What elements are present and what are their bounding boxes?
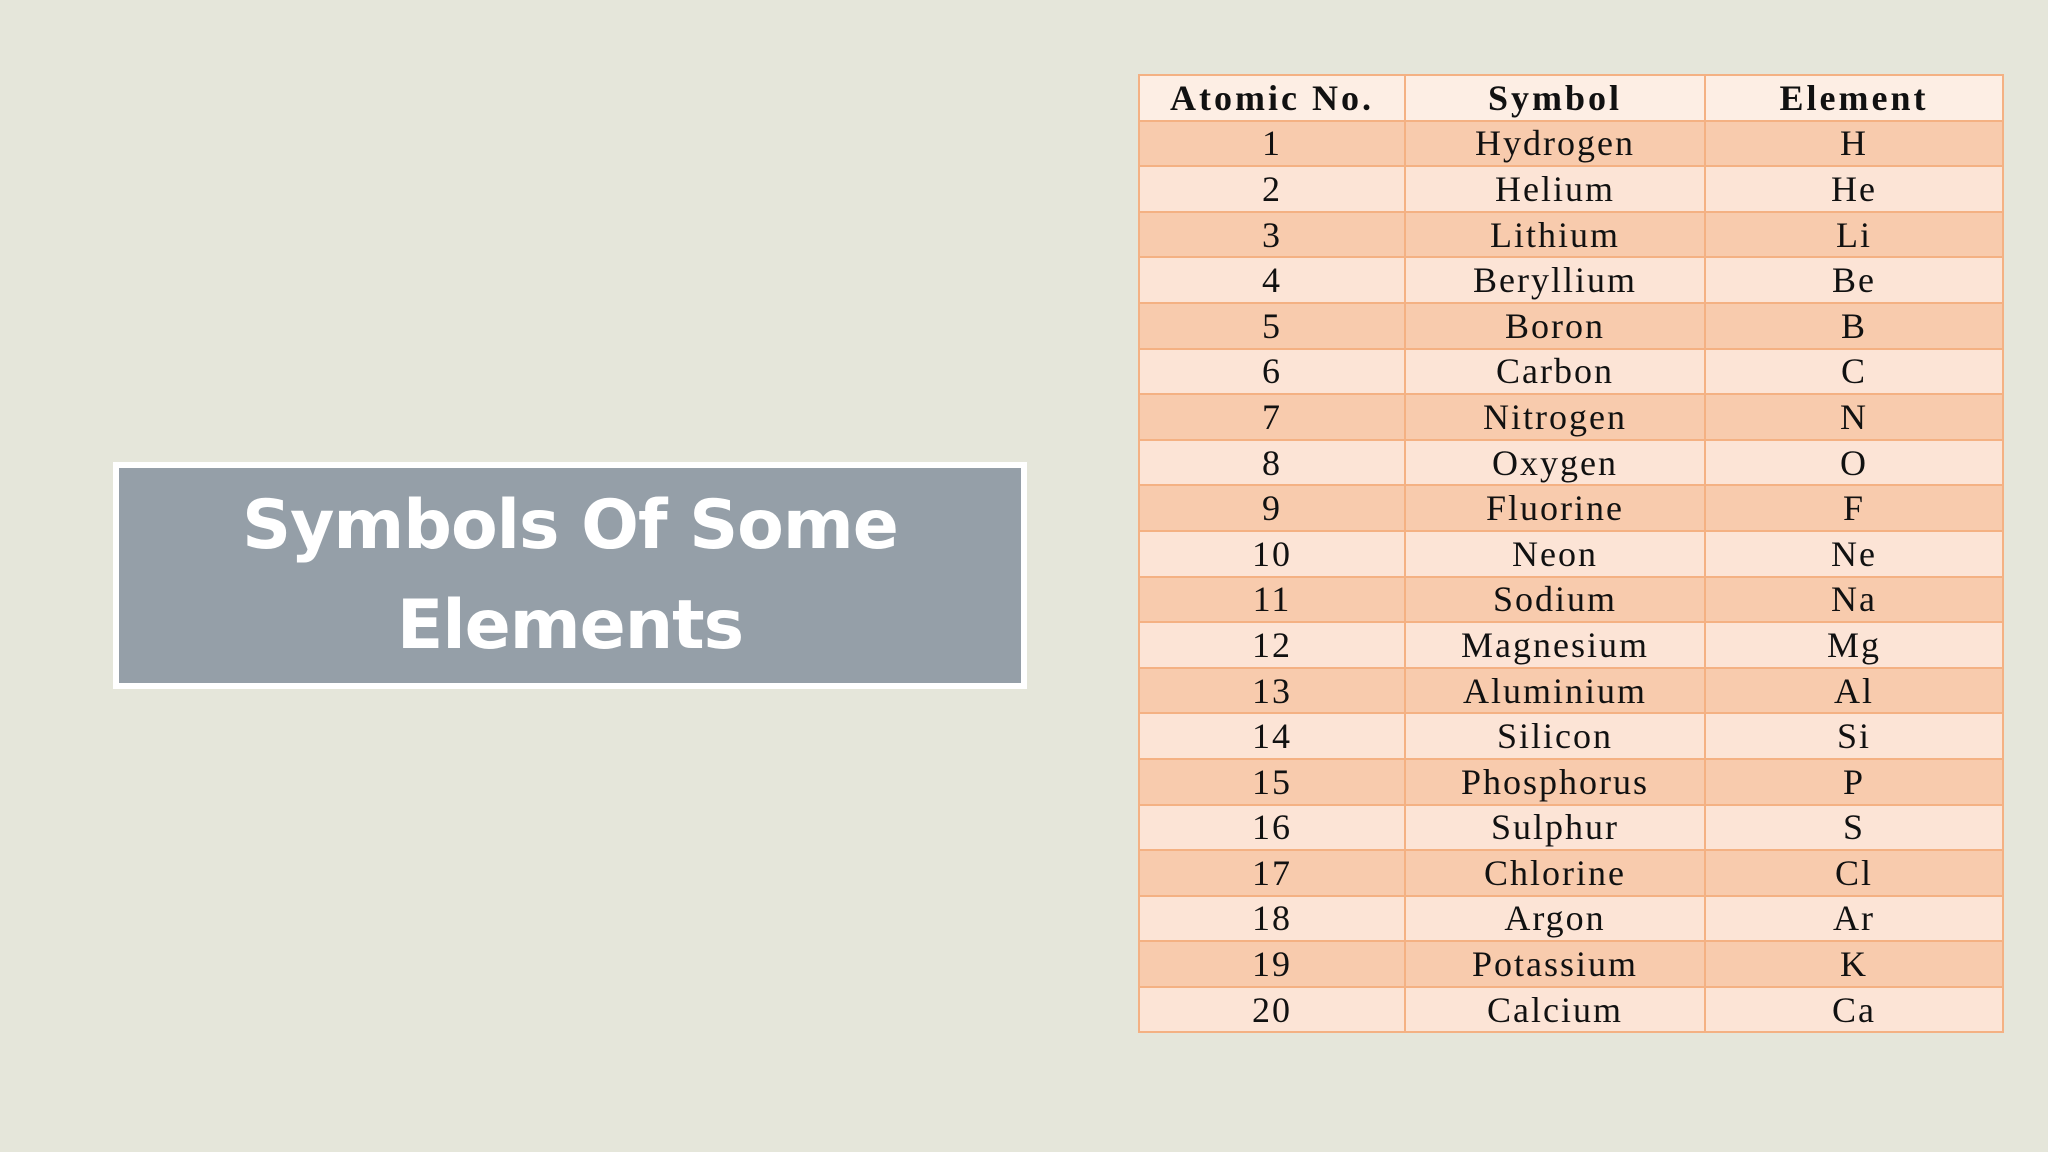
- cell-atomic-no: 3: [1139, 212, 1405, 258]
- cell-element: Al: [1705, 668, 2003, 714]
- cell-atomic-no: 14: [1139, 713, 1405, 759]
- cell-atomic-no: 20: [1139, 987, 1405, 1033]
- table-row: [1139, 394, 2003, 440]
- table-row: [1139, 121, 2003, 167]
- cell-symbol: Chlorine: [1405, 850, 1705, 896]
- table-row: [1139, 759, 2003, 805]
- cell-element: C: [1705, 349, 2003, 395]
- cell-symbol: Lithium: [1405, 212, 1705, 258]
- cell-element: Cl: [1705, 850, 2003, 896]
- cell-element: O: [1705, 440, 2003, 486]
- cell-atomic-no: 9: [1139, 485, 1405, 531]
- cell-element: F: [1705, 485, 2003, 531]
- cell-atomic-no: 4: [1139, 257, 1405, 303]
- cell-symbol: Carbon: [1405, 349, 1705, 395]
- cell-element: Ne: [1705, 531, 2003, 577]
- table-row: [1139, 577, 2003, 623]
- title-box: [113, 462, 1027, 689]
- cell-symbol: Phosphorus: [1405, 759, 1705, 805]
- cell-symbol: Argon: [1405, 896, 1705, 942]
- table-row: [1139, 440, 2003, 486]
- cell-symbol: Hydrogen: [1405, 121, 1705, 167]
- table-row: [1139, 896, 2003, 942]
- cell-atomic-no: 6: [1139, 349, 1405, 395]
- table-row: [1139, 668, 2003, 714]
- table-row: [1139, 941, 2003, 987]
- cell-atomic-no: 11: [1139, 577, 1405, 623]
- header-atomic-no: Atomic No.: [1139, 75, 1405, 121]
- table-row: [1139, 805, 2003, 851]
- table-row: [1139, 303, 2003, 349]
- cell-symbol: Sulphur: [1405, 805, 1705, 851]
- slide-title-line-1: Symbols Of Some: [242, 485, 898, 565]
- cell-symbol: Sodium: [1405, 577, 1705, 623]
- table-row: [1139, 166, 2003, 212]
- cell-element: N: [1705, 394, 2003, 440]
- cell-atomic-no: 8: [1139, 440, 1405, 486]
- cell-element: Na: [1705, 577, 2003, 623]
- table-row: [1139, 485, 2003, 531]
- cell-element: He: [1705, 166, 2003, 212]
- cell-element: Li: [1705, 212, 2003, 258]
- cell-atomic-no: 15: [1139, 759, 1405, 805]
- cell-element: H: [1705, 121, 2003, 167]
- cell-symbol: Aluminium: [1405, 668, 1705, 714]
- cell-element: Ca: [1705, 987, 2003, 1033]
- cell-element: K: [1705, 941, 2003, 987]
- cell-symbol: Calcium: [1405, 987, 1705, 1033]
- cell-symbol: Magnesium: [1405, 622, 1705, 668]
- slide-title-line-2: Elements: [396, 585, 744, 665]
- elements-table: [1138, 74, 2004, 1033]
- cell-symbol: Helium: [1405, 166, 1705, 212]
- table-row: [1139, 987, 2003, 1033]
- cell-atomic-no: 7: [1139, 394, 1405, 440]
- cell-atomic-no: 18: [1139, 896, 1405, 942]
- cell-element: S: [1705, 805, 2003, 851]
- cell-atomic-no: 12: [1139, 622, 1405, 668]
- cell-symbol: Fluorine: [1405, 485, 1705, 531]
- cell-atomic-no: 2: [1139, 166, 1405, 212]
- cell-atomic-no: 19: [1139, 941, 1405, 987]
- cell-atomic-no: 1: [1139, 121, 1405, 167]
- cell-symbol: Potassium: [1405, 941, 1705, 987]
- cell-element: P: [1705, 759, 2003, 805]
- cell-symbol: Neon: [1405, 531, 1705, 577]
- cell-element: Be: [1705, 257, 2003, 303]
- cell-element: Si: [1705, 713, 2003, 759]
- cell-atomic-no: 16: [1139, 805, 1405, 851]
- cell-atomic-no: 17: [1139, 850, 1405, 896]
- table-row: [1139, 850, 2003, 896]
- cell-element: Ar: [1705, 896, 2003, 942]
- table-row: [1139, 212, 2003, 258]
- cell-symbol: Oxygen: [1405, 440, 1705, 486]
- header-element: Element: [1705, 75, 2003, 121]
- table-row: [1139, 622, 2003, 668]
- table-row: [1139, 531, 2003, 577]
- header-symbol: Symbol: [1405, 75, 1705, 121]
- cell-symbol: Boron: [1405, 303, 1705, 349]
- cell-element: B: [1705, 303, 2003, 349]
- table-body: [1139, 121, 2003, 1033]
- cell-element: Mg: [1705, 622, 2003, 668]
- cell-atomic-no: 13: [1139, 668, 1405, 714]
- cell-symbol: Beryllium: [1405, 257, 1705, 303]
- cell-symbol: Nitrogen: [1405, 394, 1705, 440]
- table-row: [1139, 713, 2003, 759]
- cell-atomic-no: 5: [1139, 303, 1405, 349]
- cell-atomic-no: 10: [1139, 531, 1405, 577]
- cell-symbol: Silicon: [1405, 713, 1705, 759]
- table-row: [1139, 349, 2003, 395]
- table-header-row: [1139, 75, 2003, 121]
- table-row: [1139, 257, 2003, 303]
